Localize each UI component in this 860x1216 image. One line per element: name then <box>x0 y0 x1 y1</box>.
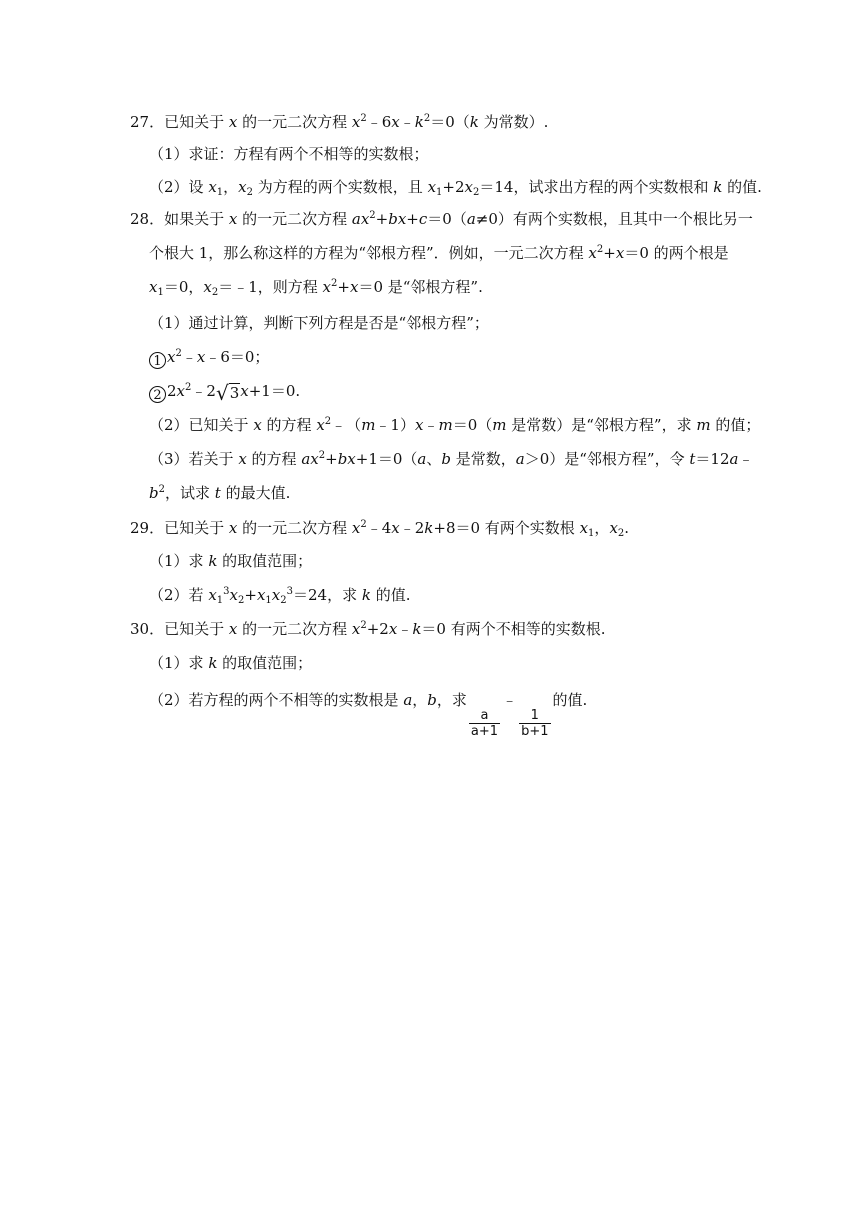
circled-number-1-icon: 1 <box>149 352 166 369</box>
q27-part1: （1）求证：方程有两个不相等的实数根； <box>149 145 429 163</box>
q29-part2: （2）若 $x_1^3x_2+x_1x_2^3=24$，求 k 的值. <box>149 586 411 606</box>
q29-part1: （1）求 k 的取值范围； <box>149 552 313 570</box>
q28-part1-item1: 1 $x^2﹣x﹣6=0$； <box>149 347 269 369</box>
fraction-a-over-a-plus-1: $\frac{a}{a+1}$ <box>470 708 499 739</box>
q28-part3-line2: $b^2$，试求 t 的最大值. <box>149 484 291 502</box>
q28-stem-line2: 个根大 1，那么称这样的方程为“邻根方程”．例如，一元二次方程 $x^2+x=0$ 的两个根是 <box>149 244 729 262</box>
q28-stem-line3: $x_1=0$，$x_2=﹣1$，则方程 $x^2+x=0$ 是“邻根方程”. <box>149 278 483 298</box>
q28-part2: （2）已知关于 x 的方程 $x^2﹣(m﹣1)x﹣m=0(m$ 是常数）是“邻根方程”，求 m 的值； <box>149 416 761 434</box>
q28-part1: （1）通过计算，判断下列方程是否是“邻根方程”； <box>149 314 489 332</box>
q28-part1-item2: 2 $2x^2﹣2√3x+1=0$. <box>149 381 300 403</box>
q28-part3-line1: （3）若关于 x 的方程 $ax^2+bx+1=0(a$、b 是常数，a＞0）是“邻根方程”，令 t＝12a﹣ <box>149 450 754 468</box>
q27-stem: 27．已知关于 x 的一元二次方程 $x^2﹣6x﹣k^2=0(k$ 为常数）. <box>130 113 549 131</box>
q30-stem: 30．已知关于 x 的一元二次方程 $x^2+2x﹣k=0$ 有两个不相等的实数根. <box>130 620 606 638</box>
q27-part2: （2）设 $x_1$，$x_2$ 为方程的两个实数根，且 $x_1+2x_2=14$，试求出方程的两个实数根和 k 的值. <box>149 178 762 198</box>
circled-number-2-icon: 2 <box>149 386 166 403</box>
q28-stem-line1: 28．如果关于 x 的一元二次方程 $ax^2+bx+c=0(a\ne 0)$有两个实数根，且其中一个根比另一 <box>130 210 753 228</box>
q30-part1: （1）求 k 的取值范围； <box>149 654 313 672</box>
q30-part2: （2）若方程的两个不相等的实数根是 a，b，求 $\frac{a}{a+1}$ ﹣ $\frac{1}{b+1}$ 的值. <box>149 691 588 739</box>
square-root-symbol: √3 <box>215 381 240 405</box>
q29-stem: 29．已知关于 x 的一元二次方程 $x^2﹣4x﹣2k+8=0$ 有两个实数根 $x_1$，$x_2$. <box>130 519 630 539</box>
fraction-1-over-b-plus-1: $\frac{1}{b+1}$ <box>521 708 549 739</box>
